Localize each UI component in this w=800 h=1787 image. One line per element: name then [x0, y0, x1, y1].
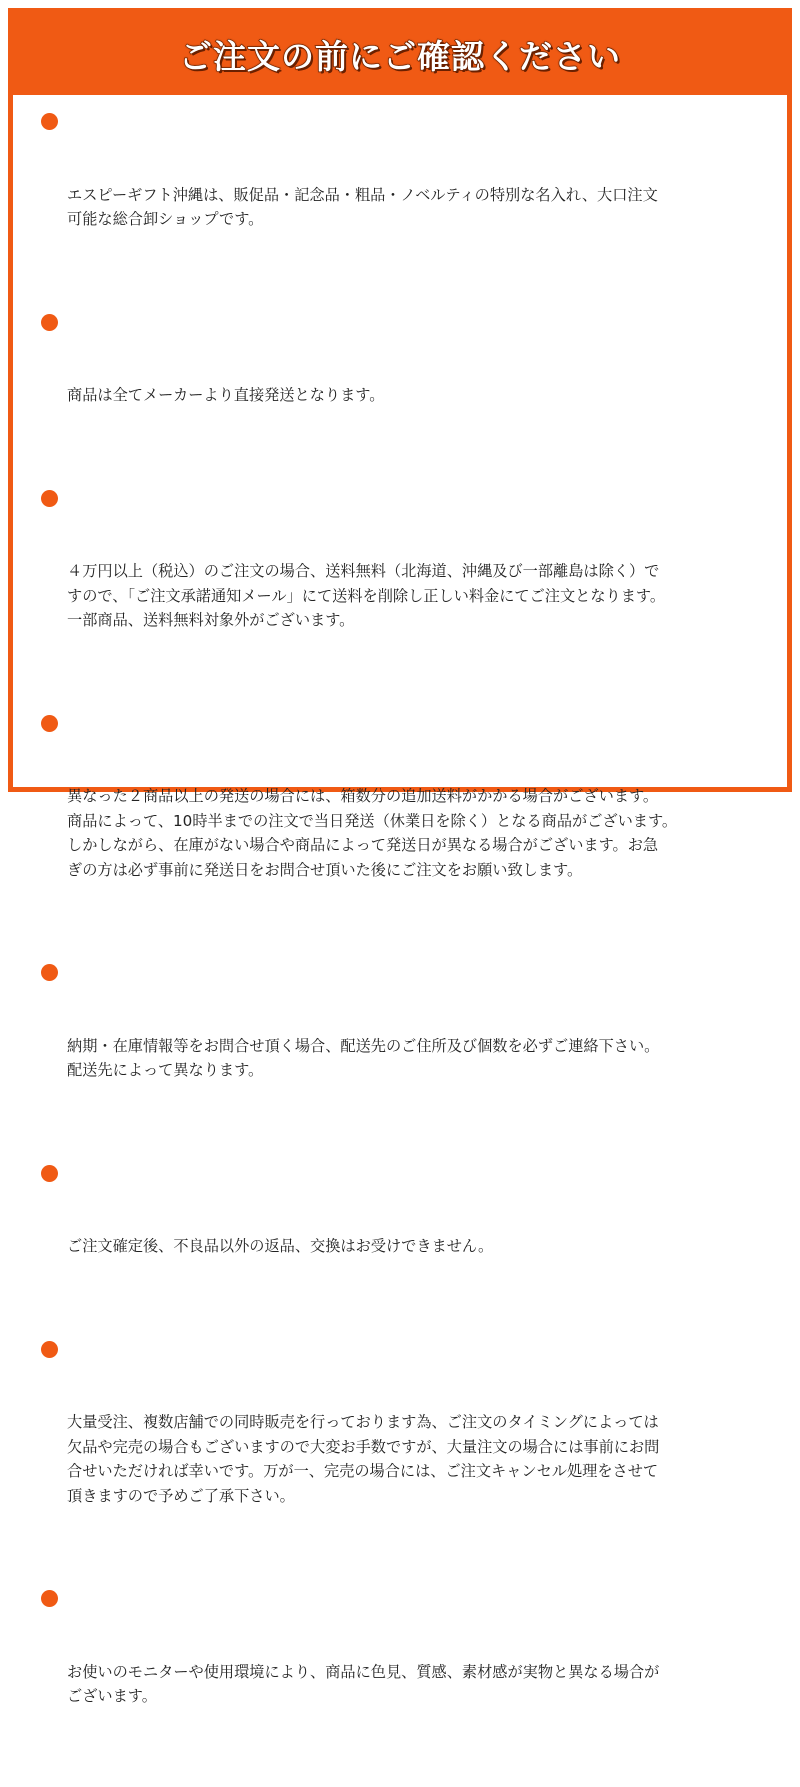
notice-item — [41, 711, 771, 932]
notice-list — [41, 109, 771, 1787]
orange-bullet-icon — [41, 964, 58, 981]
orange-bullet-icon — [41, 1590, 58, 1607]
notice-item — [41, 1337, 771, 1558]
orange-bullet-icon — [41, 1341, 58, 1358]
notice-item-text: 商品は全てメーカーより直接発送となります。 — [67, 386, 385, 404]
notice-item — [41, 1586, 771, 1758]
orange-bullet-icon — [41, 113, 58, 130]
notice-item — [41, 310, 771, 457]
orange-bullet-icon — [41, 715, 58, 732]
notice-item-text: 大量受注、複数店舗での同時販売を行っております為、ご注文のタイミングによっては 欠品や完売の場合もございますので大変お手数ですが、大量注文の場合には事前にお問 合せいただければ幸いです。万が一、完売の場合には、ご注文キャンセル処理をさせて 頂きますので予めご了承下さい。 — [67, 1413, 660, 1505]
notice-item-text: 納期・在庫情報等をお問合せ頂く場合、配送先のご住所及び個数を必ずご連絡下さい。 配送先によって異なります。 — [67, 1036, 660, 1079]
notice-item-text: エスピーギフト沖縄は、販促品・記念品・粗品・ノベルティの特別な名入れ、大口注文 可能な総合卸ショップです。 — [67, 185, 658, 228]
notice-item — [41, 486, 771, 682]
notice-title: ご注文の前にご確認ください — [179, 36, 621, 76]
notice-frame — [8, 8, 792, 1705]
notice-item — [41, 960, 771, 1132]
notice-item-text: お使いのモニターや使用環境により、商品に色見、質感、素材感が実物と異なる場合が ございます。 — [67, 1662, 660, 1705]
notice-item-text: 異なった２商品以上の発送の場合には、箱数分の追加送料がかかる場合がございます。 商品によって、10時半までの注文で当日発送（休業日を除く）となる商品がございます。 しかしながら、在庫がない場合や商品によって発送日が異なる場合がございます。お急 ぎの方は必ず事前に発送日をお問合せ頂いた後にご注文をお願い致します。 — [67, 787, 678, 879]
orange-bullet-icon — [41, 314, 58, 331]
notice-header — [13, 13, 787, 95]
notice-item-text: ご注文確定後、不良品以外の返品、交換はお受けできません。 — [67, 1237, 494, 1255]
notice-item-text: ４万円以上（税込）のご注文の場合、送料無料（北海道、沖縄及び一部離島は除く）で すので、「ご注文承諾通知メール」にて送料を削除し正しい料金にてご注文となります。 一部商品、送料無料対象外がございます。 — [67, 562, 666, 629]
notice-item — [41, 109, 771, 281]
orange-bullet-icon — [41, 490, 58, 507]
orange-bullet-icon — [41, 1165, 58, 1182]
notice-item — [41, 1161, 771, 1308]
